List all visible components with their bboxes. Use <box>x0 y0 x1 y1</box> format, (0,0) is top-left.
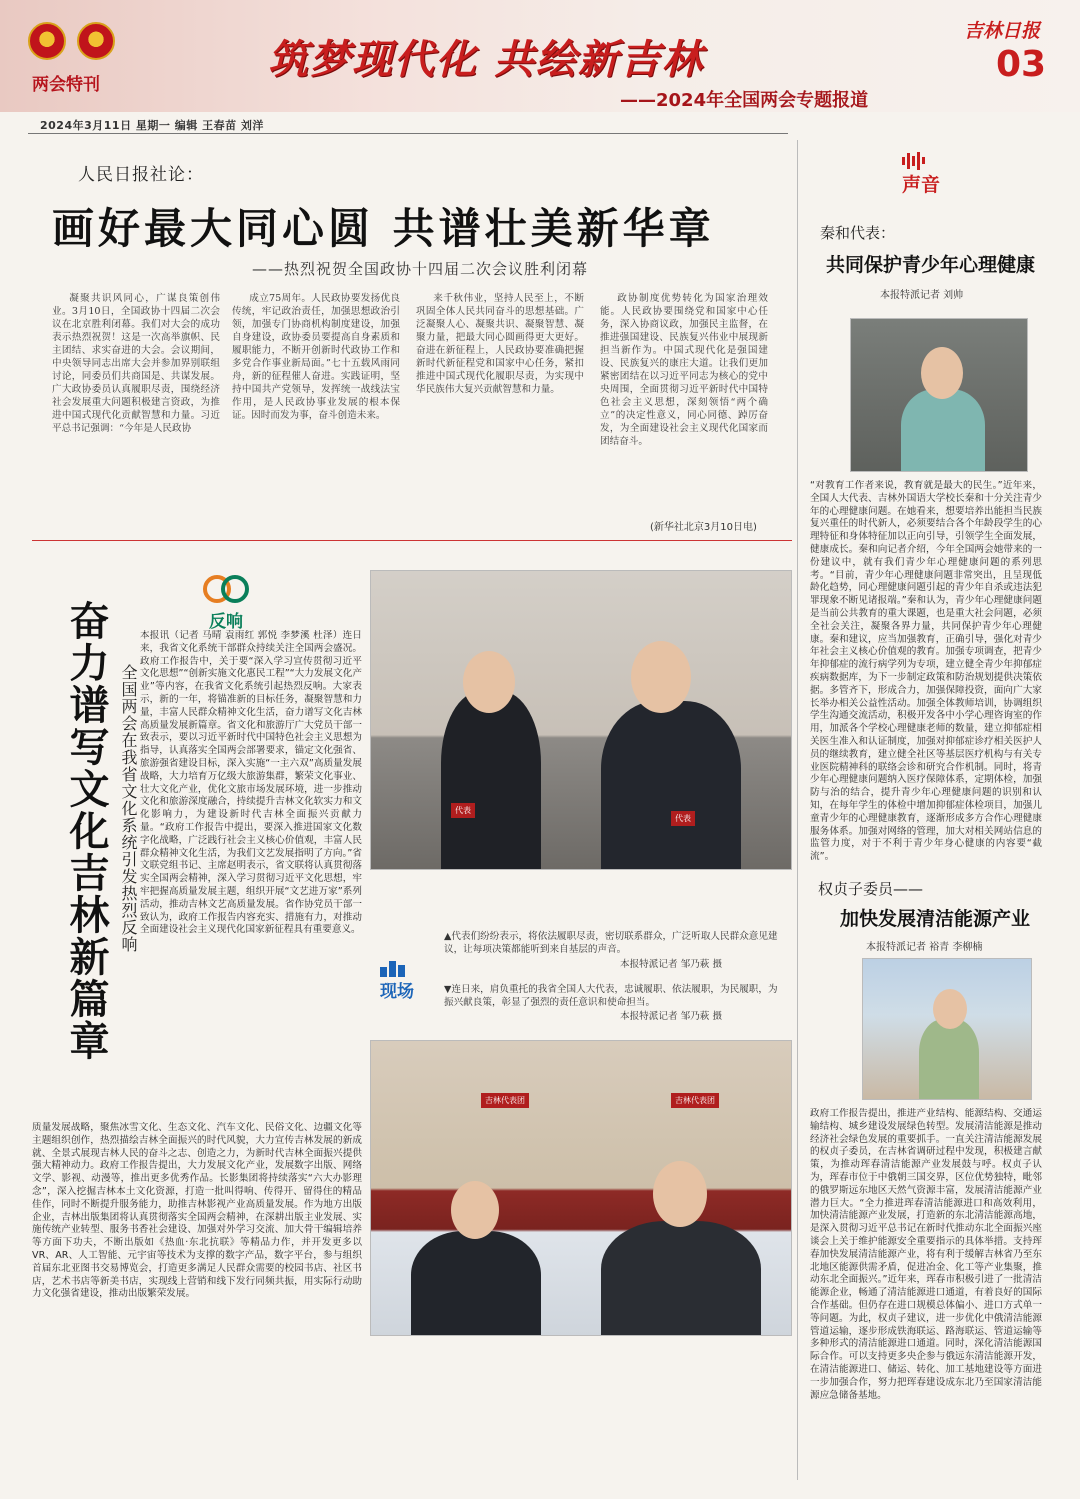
nameplate: 吉林代表团 <box>481 1093 529 1108</box>
rep-title: 加快发展清洁能源产业 <box>840 908 1031 930</box>
editorial-title: 画好最大同心圆 共谱壮美新华章 <box>52 204 715 253</box>
photo-credit: 本报特派记者 邹乃萩 摄 <box>620 1011 723 1022</box>
banner-headline: 筑梦现代化 共绘新吉林 <box>268 37 704 83</box>
fanxiang-label: 反响 <box>209 612 243 632</box>
editorial-subtitle: ——热烈祝贺全国政协十四届二次会议胜利闭幕 <box>252 260 589 278</box>
person-man <box>411 1231 541 1336</box>
person-head <box>631 641 691 713</box>
person-head <box>653 1161 707 1227</box>
paper-logo: 吉林日报 <box>964 20 1041 42</box>
divider <box>28 133 788 134</box>
shengyin-label: 声音 <box>902 173 941 196</box>
person-head <box>463 651 515 713</box>
qin-body: “对教育工作者来说，教育就是最大的民生。”近年来，全国人大代表、吉林外国语大学校长秦和十分关注青少年的心理健康问题。在她看来，想要培养出能担当民族复兴重任的时代新人，必须要结合各个年龄段学生的心理特征和身体特征加以正向引导，引领学生全面发展，健康成长。秦和向记者介绍，今年全国两会她带来的一份建议中，就有我们青少年心理健康问题的系列思考。“目前，青少年心理健康问题非常突出，且呈现低龄化趋势，同心理健康问题引起的青少年自杀或违法犯罪现象不断见诸报端。”秦和认为，青少年心理健康问题是当前公共教育的重大课题，也是重大社会问题，必须全社会关注，凝聚各界力量，共同保护青少年心理健康。秦和建议，应当加强教育，正确引导，强化对青少年社会主义核心价值观的教育。加强专项调查，把青少年抑郁症的流行病学列为专项，建立健全青少年抑郁症疾病数据库，为下一步制定政策和防治规划提供决策依据。多管齐下，形成合力，加强保障投资，面向广大家长举办相关公益性活动。加强全体教师培训，协调组织学生沟通交流活动，积极开发各中小学心理咨询室的作用，加派各个学校心理健康老师的数量，建立抑郁症相关医生准入和认证制度，加强对抑郁症诊疗相关医护人员的继续教育，建立健全社区等基层医疗机构与有关专业医院精神科的联络会诊和研究合作机制。同时，将青少年心理健康问题纳入医疗保障体系，定期体检，加强防与治的结合，提升青少年心理健康问题的识别和认知，在每年学生的体检中增加抑郁症体检项目，加强儿童青少年的心理健康教育，逐渐形成多方合作心理健康服务体系。加强对网络的管理，加大对相关网站信息的监管力度，对于不利于青少年身心健康的内容要“截流”。 <box>810 480 1042 863</box>
sound-wave-icon <box>922 157 925 164</box>
section-tag: 两会特刊 <box>32 75 100 95</box>
person-head <box>451 1181 499 1239</box>
bar-icon <box>389 961 396 977</box>
nameplate: 代表 <box>671 811 695 826</box>
ring-icon <box>221 575 249 603</box>
rep-label: 秦和代表： <box>820 224 896 242</box>
editorial-credit: (新华社北京3月10日电) <box>650 522 757 533</box>
editorial-kicker: 人民日报社论： <box>78 165 204 185</box>
bar-icon <box>380 967 387 977</box>
person-woman <box>441 691 541 870</box>
photo-qin-he <box>850 318 1028 472</box>
nameplate: 吉林代表团 <box>671 1093 719 1108</box>
divider <box>32 540 792 541</box>
person-head <box>921 347 963 399</box>
reaction-title: 奋力谱写文化吉林新篇章 <box>63 600 109 1062</box>
photo-delegates-meeting <box>370 570 792 870</box>
editorial-column: 来千秋伟业，坚持人民至上，不断巩固全体人民共同奋斗的思想基础。广泛凝聚人心、凝聚共识、凝聚智慧、凝聚力量，把最大同心圆画得更大更好。奋进在新征程上，人民政协要准确把握新时代新征程党和国家中心任务，紧扣推进中国式现代化履职尽责，为实现中华民族伟大复兴贡献智慧和力量。 <box>416 293 584 395</box>
sound-wave-icon <box>907 153 910 169</box>
emblem-row <box>28 22 121 64</box>
cppcc-emblem-icon <box>77 22 115 60</box>
sound-wave-icon <box>917 152 920 170</box>
column-divider <box>797 140 798 1480</box>
editorial-column: 凝聚共识风同心，广谋良策创伟业。3月10日，全国政协十四届二次会议在北京胜利闭幕。我们对大会的成功表示热烈祝贺！这是一次高举旗帜、民主团结、求实奋进的大会。会议期间，中央领导同志出席大会并参加界别联组讨论，同委员们共商国是、共谋发展。广大政协委员认真履职尽责，围绕经济社会发展重大问题积极建言资政，为推进中国式现代化贡献智慧和力量。习近平总书记强调：“今年是人民政协 <box>52 293 220 434</box>
national-emblem-icon <box>28 22 66 60</box>
rep-title: 共同保护青少年心理健康 <box>826 254 1036 276</box>
person-man <box>601 701 741 870</box>
photo-quan-zhenzi <box>862 958 1032 1100</box>
reaction-lead: 本报讯（记者 马晴 袁雨红 郭悦 李梦溪 杜泽）连日来，我省文化系统干部群众持续关注全国两会盛况。政府工作报告中，关于要“深入学习宣传贯彻习近平文化思想”“创新实施文化惠民工程”“大力发展文化产业”等内容，在我省文化系统引起热烈反响。大家表示，新的一年，将锚准新的目标任务，凝聚智慧和力量，丰富人民群众精神文化生活，奋力谱写文化吉林高质量发展新篇章。省文化和旅游厅广大党员干部一致表示，要以习近平新时代中国特色社会主义思想为指导，认真落实全国两会部署要求，锚定文化强省、旅游强省建设目标，深入实施“一主六双”高质量发展战略，大力培育万亿级大旅游集群，繁荣文化事业、壮大文化产业，优化文旅市场发展环境，进一步推动文化和旅游深度融合，持续提升吉林文化软实力和文化影响力，为建设新时代吉林全面振兴贡献力量。“政府工作报告中提出，要深入推进国家文化数字化战略，广泛践行社会主义核心价值观，丰富人民群众精神文化生活，为我们文艺发展指明了方向。”省文联党组书记、主席赵明表示，省文联将认真贯彻落实全国两会精神，深入学习贯彻习近平文化思想，牢牢把握高质量发展主题，组织开展“文艺进万家”系列活动，推动吉林文艺高质量发展。省作协党员干部一致认为，政府工作报告内容充实、措施有力，对推动全面建设社会主义现代化国家新征程具有重要意义。 <box>140 630 362 936</box>
photo-caption: ▼连日来，肩负重托的我省全国人大代表，忠诚履职、依法履职，为民履职，为振兴献良策，彰显了强烈的责任意识和使命担当。 <box>444 984 778 1008</box>
rep-byline: 本报特派记者 刘帅 <box>880 290 964 301</box>
reaction-subtitle: 全国两会在我省文化系统引发热烈反响 <box>119 664 138 953</box>
editorial-column: 成立75周年。人民政协要发扬优良传统，牢记政治责任，加强思想政治引领，加强专门协商机构制度建设，加强自身建设，政协委员要提高自身素质和履职能力，不断开创新时代政协工作和多党合作事业新局面。”七十五载风雨同舟，新的征程催人奋进。实践证明，坚持中国共产党领导，发挥统一战线法宝作用，是人民政协事业发展的根本保证。因时而发为事，奋斗创造未来。 <box>232 293 400 421</box>
person-man <box>601 1221 761 1336</box>
xianchang-logo <box>380 958 414 1002</box>
editorial-column: 政协制度优势转化为国家治理效能。人民政协要围绕党和国家中心任务，深入协商议政，加强民主监督，在推进强国建设、民族复兴伟业中展现新担当新作为。中国式现代化是强国建设、民族复兴的康庄大道。让我们更加紧密团结在以习近平同志为核心的党中央周围，全面贯彻习近平新时代中国特色社会主义思想，深刻领悟“两个确立”的决定性意义，同心同德、踔厉奋发，为全面建设社会主义现代化国家而团结奋斗。 <box>600 293 768 447</box>
fanxiang-logo <box>208 575 244 632</box>
photo-caption: ▲代表们纷纷表示，将依法履职尽责，密切联系群众，广泛听取人民群众意见建议，让每项决策都能听到来自基层的声音。 <box>444 931 778 955</box>
person-head <box>933 989 967 1029</box>
xianchang-label: 现场 <box>380 982 414 1002</box>
reaction-body: 质量发展战略，聚焦冰雪文化、生态文化、汽车文化、民俗文化、边疆文化等主题组织创作，热烈描绘吉林全面振兴的时代风貌，大力宣传吉林发展的新成就、全景式展现吉林人民的奋斗之志、创造之力，为新时代吉林全面振兴提供强大精神动力。政府工作报告提出，大力发展文化产业，发展数字出版、网络文学、影视、动漫等，推出更多优秀作品。长影集团将持续落实“六大办影理念”，深入挖掘吉林本土文化资源，打造一批叫得响、传得开、留得住的精品佳作，同时不断提升服务能力，助推吉林影视产业高质量发展。作为地方出版企业，吉林出版集团将认真贯彻落实全国两会精神，在深耕出版主业发展、实施传统产业转型、服务书香社会建设、加强对外学习交流、加大骨干编辑培养等方面下功夫，不断出版如《热血·东北抗联》等精品力作，并开发更多以VR、AR、人工智能、元宇宙等技术为支撑的数字产品，数字平台，参与组织首届东北亚图书交易博览会，打造更多满足人民群众需要的校园书店、社区书店，艺术书店等新美书店，实现线上营销和线下发行同频共振，用实际行动助力文化强省建设，推动出版繁荣发展。 <box>32 1122 362 1300</box>
bar-icon <box>398 965 405 977</box>
sound-wave-icon <box>902 157 905 165</box>
special-report-title: ——2024年全国两会专题报道 <box>620 90 869 111</box>
date-line: 2024年3月11日 星期一 编辑 王春苗 刘洋 <box>40 119 264 132</box>
quan-body: 政府工作报告提出，推进产业结构、能源结构、交通运输结构、城乡建设发展绿色转型。发展清洁能源是推动经济社会绿色发展的重要抓手。一直关注清洁能源发展的权贞子委员，在吉林省调研过程中发现，积极建言献策，为推动珲春清洁能源产业发展鼓与呼。权贞子认为，珲春市位于中俄朝三国交界，区位优势独特，毗邻的俄罗斯远东地区天然气资源丰富，发展清洁能源产业潜力巨大。“全力推进珲春清洁能源进口和高效利用，加快清洁能源产业发展，打造新的东北清洁能源高地，是深入贯彻习近平总书记在新时代推动东北全面振兴座谈会上关于维护能源安全重要指示的具体举措。支持珲春加快发展清洁能源产业，将有利于缓解吉林省乃至东北地区能源供需矛盾，促进冶金、化工等产业集聚，推动东北全面振兴。”近年来，珲春市积极引进了一批清洁能源企业，畅通了清洁能源进口通道，有着良好的国际合作基础。但仍存在进口规模总体偏小、进口方式单一等问题。为此，权贞子建议，进一步优化中俄清洁能源管道运输，逐步形成铁海联运、路海联运、管道运输等多种形式的清洁能源进口通道。同时，深化清洁能源国际合作。可以支持更多央企参与俄远东清洁能源开发，在清洁能源进口、储运、转化、加工基地建设等方面进一步加强合作，努力把珲春建设成东北乃至国家清洁能源应急储备基地。 <box>810 1108 1042 1401</box>
nameplate: 代表 <box>451 803 475 818</box>
page-number: 03 <box>996 44 1047 85</box>
photo-delegation-session <box>370 1040 792 1336</box>
rep-byline: 本报特派记者 裕青 李柳楠 <box>866 942 983 953</box>
person-woman <box>901 389 985 472</box>
photo-credit: 本报特派记者 邹乃萩 摄 <box>620 959 723 970</box>
rep-label: 权贞子委员—— <box>818 880 924 898</box>
shengyin-logo <box>902 150 940 197</box>
sound-wave-icon <box>912 156 915 166</box>
person-woman <box>919 1019 979 1100</box>
